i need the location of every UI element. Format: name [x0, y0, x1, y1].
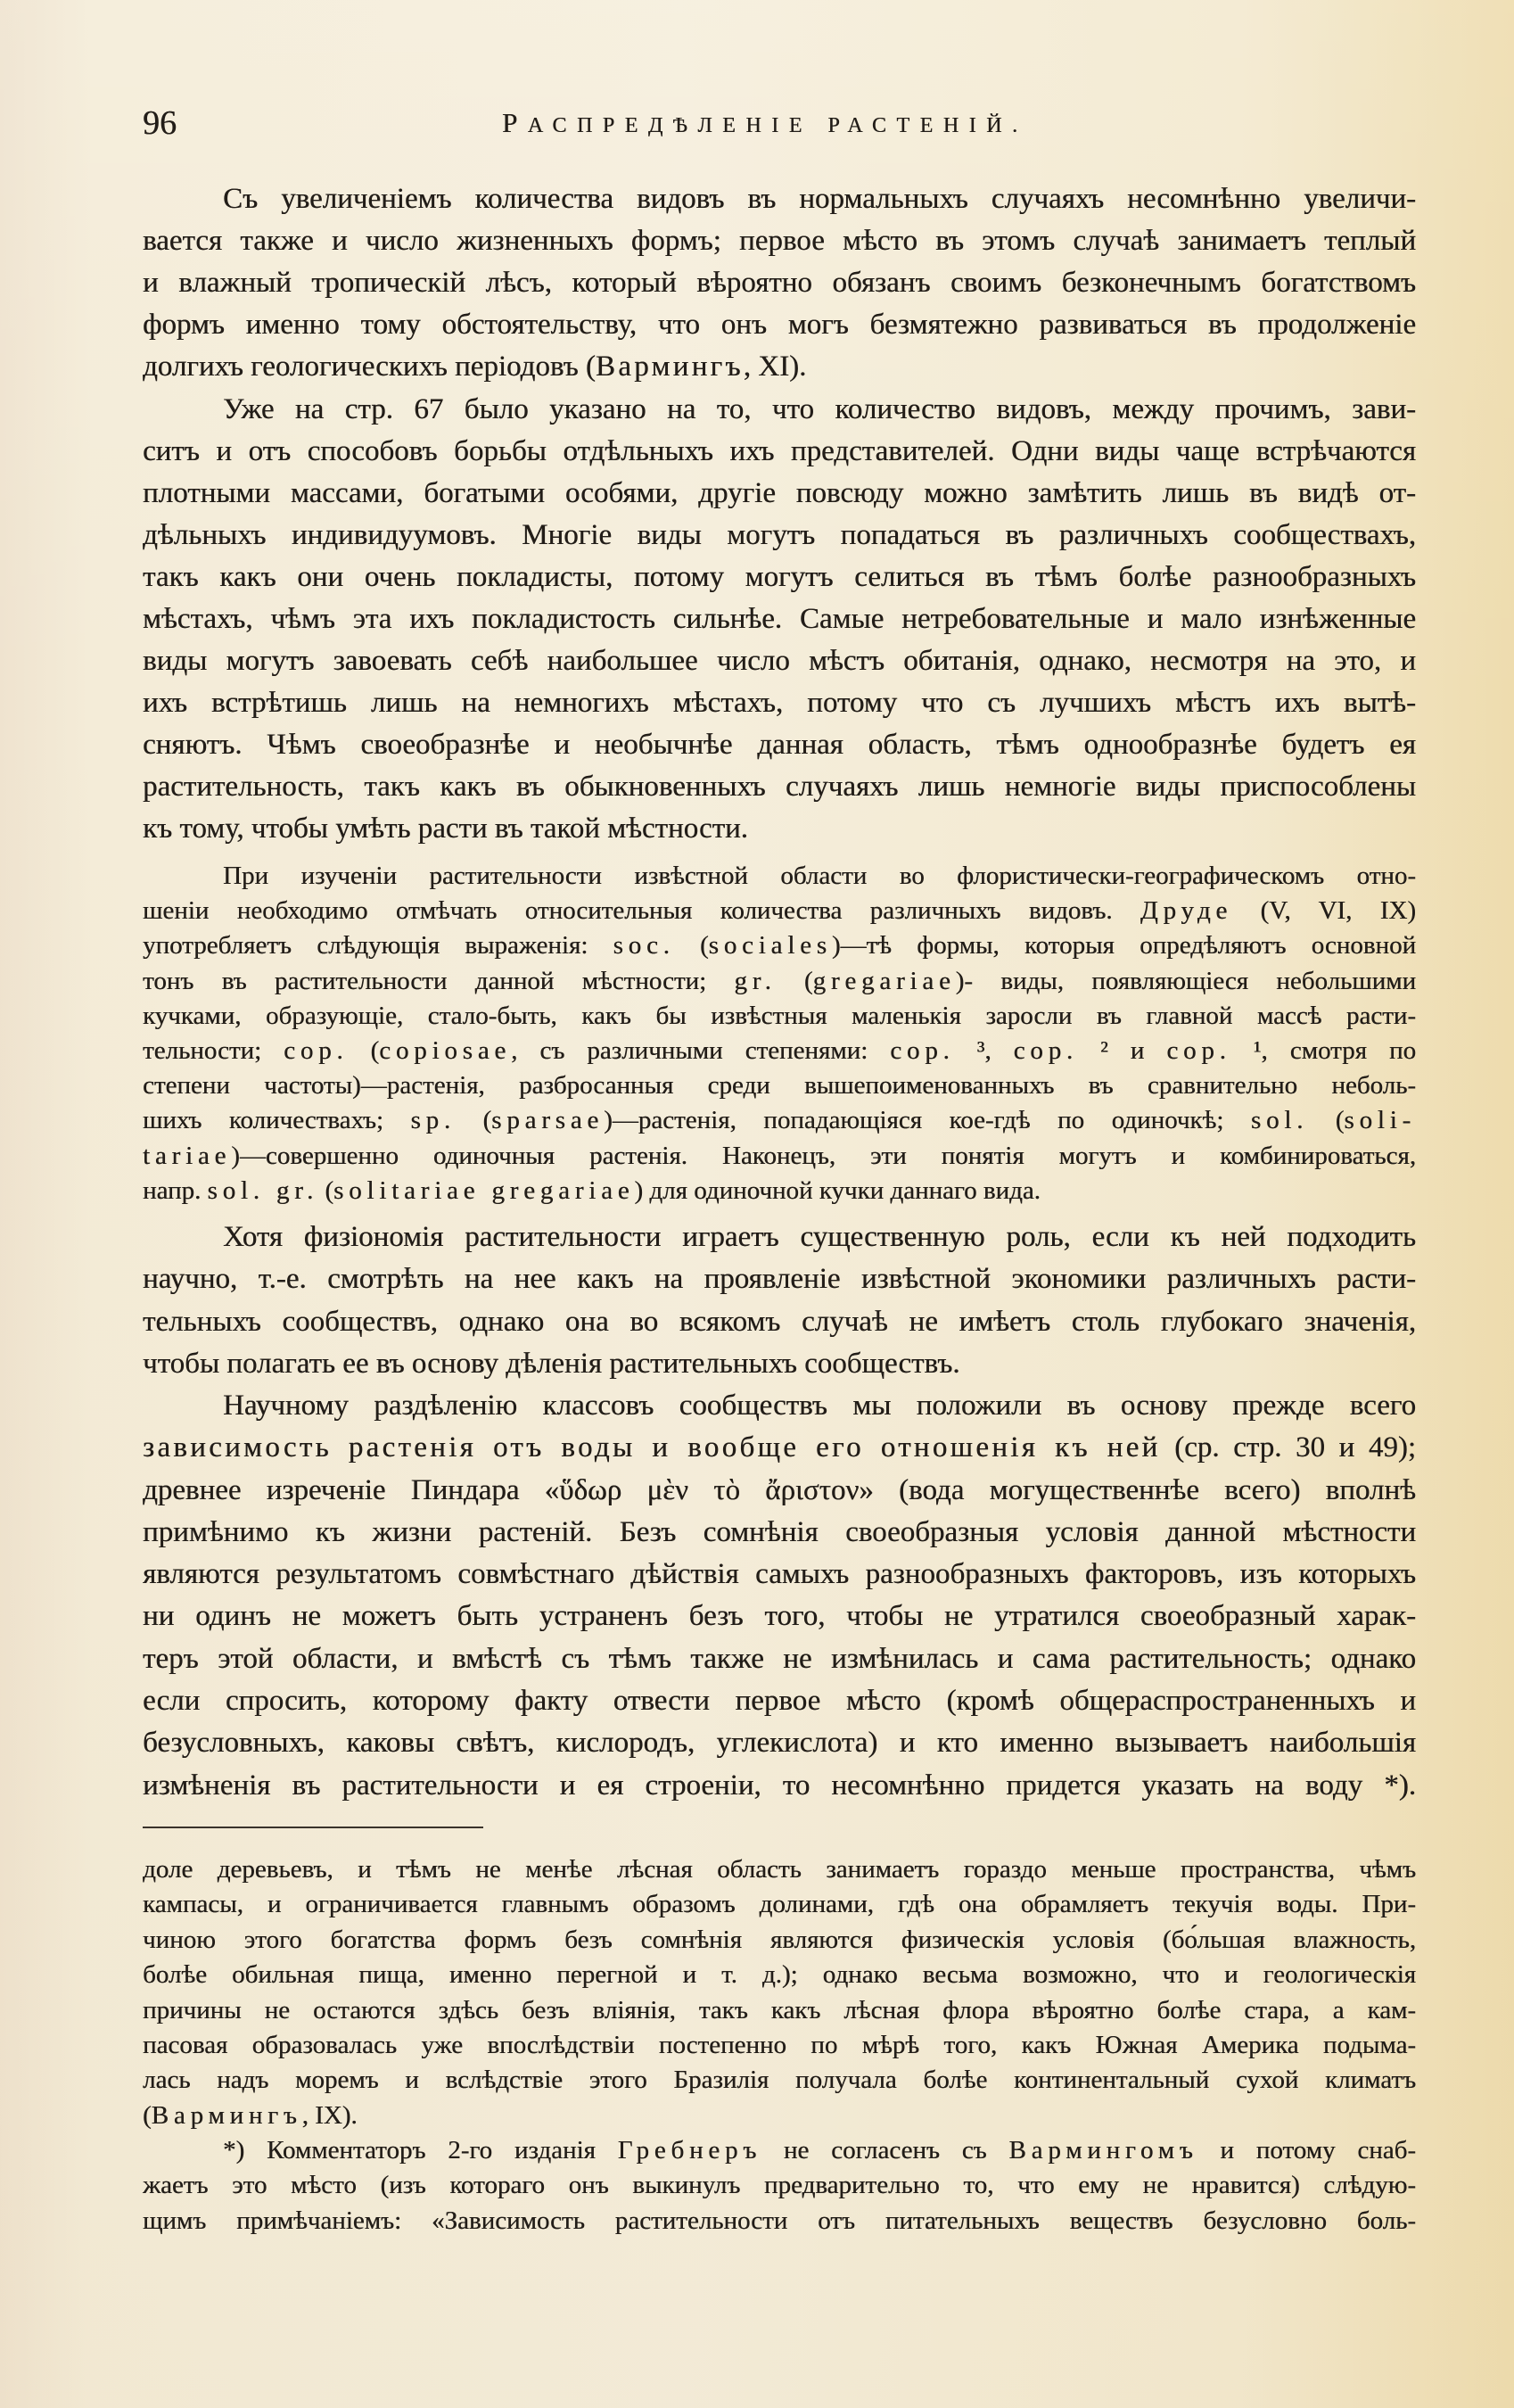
text-line [143, 894, 1416, 928]
text-line [143, 2099, 1416, 2133]
spaced-text-run: gregariae [812, 966, 956, 995]
footnote-continued [143, 1852, 1416, 2133]
text-run: сняютъ. Чѣмъ своеобразнѣе и необычнѣе данная область, тѣмъ однообразнѣе будетъ ея [143, 729, 1416, 762]
text-run: напр. [143, 1175, 208, 1205]
text-line [143, 431, 1416, 473]
text-run: )—тѣ формы, которыя опредѣляютъ основной [831, 931, 1416, 961]
footnote [143, 2133, 1416, 2239]
text-run: растительность, такъ какъ въ обыкновенныхъ случаяхъ лишь немногіе виды приспособлены [143, 771, 1416, 804]
text-run: жаетъ это мѣсто (изъ котораго онъ выкинулъ предварительно то, что ему не нравится) слѣдую- [143, 2171, 1416, 2200]
text-run: если спросить, которому факту отвести первое мѣсто (кромѣ общераспространенныхъ и [143, 1685, 1416, 1718]
spaced-text-run: solitariae gregariae [333, 1175, 635, 1205]
body-paragraph [143, 1385, 1416, 1807]
text-run: ( [1308, 1106, 1345, 1135]
text-run: ( [674, 931, 709, 961]
text-line [143, 1385, 1416, 1427]
text-line [143, 1301, 1416, 1343]
text-line [143, 1343, 1416, 1385]
text-run: кучками, образующіе, стало-быть, какъ бы извѣстныя маленькія заросли въ главной массѣ расти- [143, 1001, 1416, 1030]
text-run: , съ различными степенями: [511, 1035, 891, 1065]
text-line [143, 1923, 1416, 1958]
text-line [143, 2204, 1416, 2239]
spaced-text-run: soli- [1344, 1106, 1416, 1135]
text-line [143, 724, 1416, 766]
text-run: дѣльныхъ индивидуумовъ. Многіе виды могутъ попадаться въ различныхъ сообществахъ, [143, 518, 1416, 551]
text-line [143, 1068, 1416, 1103]
text-line [143, 1680, 1416, 1722]
spaced-text-run: Вармингъ [595, 350, 744, 383]
text-line [143, 928, 1416, 963]
spaced-text-run: Вармингъ [151, 2100, 302, 2130]
text-run: Съ увеличеніемъ количества видовъ въ нормальныхъ случаяхъ несомнѣнно увеличи- [223, 183, 1416, 215]
text-line [143, 598, 1416, 640]
text-line [143, 473, 1416, 515]
text-line [143, 1722, 1416, 1764]
text-run: щимъ примѣчаніемъ: «Зависимость растительности отъ питательныхъ веществъ безусловно боль- [143, 2206, 1416, 2235]
text-line [143, 1258, 1416, 1300]
text-run: шихъ количествахъ; [143, 1106, 411, 1135]
spaced-text-run: cop. [284, 1035, 349, 1065]
spaced-text-run: tariae [143, 1141, 232, 1170]
text-run: тельности; [143, 1035, 284, 1065]
text-line [143, 2063, 1416, 2098]
text-run: чиною этого богатства формъ безъ сомнѣнія являются физическія условія (бо́льшая влажность, [143, 1925, 1416, 1954]
text-line [143, 1958, 1416, 1992]
body-paragraph [143, 1216, 1416, 1385]
text-run: ³, [954, 1035, 1014, 1065]
text-run: ( [348, 1035, 380, 1065]
text-run: причины не остаются здѣсь безъ вліянія, такъ какъ лѣсная флора вѣроятно болѣе стара, а кам- [143, 1995, 1416, 2025]
text-run: научно, т.-е. смотрѣть на нее какъ на проявленіе извѣстной экономики различныхъ расти- [143, 1263, 1416, 1296]
text-run: , IX). [301, 2100, 358, 2130]
text-line [143, 2168, 1416, 2203]
text-line [143, 220, 1416, 262]
text-run: )—совершенно одиночныя растенія. Наконецъ, эти понятія могутъ и комбинироваться, [231, 1141, 1416, 1170]
text-line [143, 1512, 1416, 1554]
text-run: формъ именно тому обстоятельству, что онъ могъ безмятежно развиваться въ продолженіе [143, 309, 1416, 342]
text-run: ( [143, 2100, 152, 2130]
running-title: РАСПРЕДѢЛЕНІЕ РАСТЕНІЙ. [502, 107, 1028, 138]
text-run: долгихъ геологическихъ періодовъ ( [143, 350, 596, 383]
text-line [143, 1638, 1416, 1680]
text-run: измѣненія въ растительности и ея строеніи, то несомнѣнно придется указать на воду *). [143, 1769, 1416, 1802]
text-line [143, 346, 1416, 388]
text-run: ( [455, 1106, 492, 1135]
text-line [143, 1554, 1416, 1596]
text-run: болѣе обильная пища, именно перегной и т. д.); однако весьма возможно, что и геологическія [143, 1960, 1416, 1990]
footnote-separator-rule [143, 1827, 483, 1828]
text-run: и потому снаб- [1197, 2136, 1416, 2165]
text-line [143, 557, 1416, 598]
text-line [143, 1887, 1416, 1922]
text-run: чтобы полагать ее въ основу дѣленія растительныхъ сообществъ. [143, 1347, 960, 1380]
text-run: , XI). [743, 350, 807, 383]
text-line [143, 808, 1416, 850]
text-run: Хотя физіономія растительности играетъ существенную роль, если къ ней подходить [223, 1221, 1416, 1253]
spaced-text-run: sol. [1250, 1106, 1309, 1135]
text-run: тонъ въ растительности данной мѣстности; [143, 966, 735, 995]
text-run: являются результатомъ совмѣстнаго дѣйствія самыхъ разнообразныхъ факторовъ, изъ которыхъ [143, 1558, 1416, 1591]
text-run: (V, VI, IX) [1232, 896, 1416, 926]
text-run: Научному раздѣленію классовъ сообществъ мы положили въ основу прежде всего [223, 1390, 1416, 1422]
text-line [143, 389, 1416, 431]
text-run: (ср. стр. 30 и 49); [1160, 1431, 1416, 1464]
text-run: виды могутъ завоевать себѣ наибольшее число мѣстъ обитанія, однако, несмотря на это, и [143, 645, 1416, 678]
text-run: )- виды, появляющіеся небольшими [955, 966, 1416, 995]
spaced-text-run: cop. [1166, 1035, 1231, 1065]
text-run: степени частоты)—растенія, разбросанныя среди вышепоименованныхъ въ сравнительно неболь- [143, 1071, 1416, 1101]
text-run: теръ этой области, и вмѣстѣ съ тѣмъ также не измѣнилась и сама растительность; однако [143, 1642, 1416, 1675]
text-line [143, 1470, 1416, 1512]
text-line [143, 178, 1416, 220]
text-run: ситъ и отъ способовъ борьбы отдѣльныхъ ихъ представителей. Одни виды чаще встрѣчаются [143, 434, 1416, 467]
text-line [143, 964, 1416, 999]
body-paragraph [143, 389, 1416, 851]
text-line [143, 1174, 1416, 1208]
text-run: доле деревьевъ, и тѣмъ не менѣе лѣсная область занимаетъ гораздо меньше пространства, чѣмъ [143, 1855, 1416, 1884]
text-run: Уже на стр. 67 было указано на то, что количество видовъ, между прочимъ, зави- [223, 392, 1416, 425]
text-line [143, 682, 1416, 724]
text-line [143, 1034, 1416, 1068]
spaced-text-run: Гребнеръ [617, 2136, 762, 2165]
text-run: )—растенія, попадающіяся кое-гдѣ по одиночкѣ; [604, 1106, 1251, 1135]
text-run: примѣнимо къ жизни растеній. Безъ сомнѣнія своеобразныя условія данной мѣстности [143, 1515, 1416, 1548]
text-line [143, 304, 1416, 346]
spaced-text-run: gr. [734, 966, 777, 995]
spaced-text-run: soc. [613, 931, 675, 961]
spaced-text-run: зависимость растенія отъ воды и вообще его отношенія къ ней [143, 1431, 1161, 1464]
text-run: ( [776, 966, 813, 995]
spaced-text-run: Друде [1140, 896, 1233, 926]
spaced-text-run: sociales [708, 931, 832, 961]
text-run: вается также и число жизненныхъ формъ; первое мѣсто въ этомъ случаѣ занимаетъ теплый [143, 225, 1416, 258]
text-line [143, 1596, 1416, 1637]
text-run: древнее изреченіе Пиндара «ὕδωρ μὲν τὸ ἄριστον» (вода могущественнѣе всего) вполнѣ [143, 1473, 1416, 1506]
text-line [143, 1103, 1416, 1138]
text-line [143, 1852, 1416, 1887]
text-run: тельныхъ сообществъ, однако она во всякомъ случаѣ не имѣетъ столь глубокаго значенія, [143, 1305, 1416, 1338]
text-run: шеніи необходимо отмѣчать относительныя количества различныхъ видовъ. [143, 896, 1140, 926]
running-head [143, 102, 1416, 144]
text-run: кампасы, и ограничивается главнымъ образомъ долинами, гдѣ она обрамляетъ текучія воды. При- [143, 1890, 1416, 1919]
spaced-text-run: sol. gr. [207, 1175, 319, 1205]
text-run: ² и [1077, 1035, 1167, 1065]
spaced-text-run: cop. [890, 1035, 955, 1065]
text-run: ихъ встрѣтишь лишь на немногихъ мѣстахъ, потому что съ лучшихъ мѣстъ ихъ вытѣ- [143, 687, 1416, 720]
text-run: и влажный тропическій лѣсъ, который вѣроятно обязанъ своимъ безконечнымъ богатствомъ [143, 267, 1416, 300]
text-run: ¹, смотря по [1230, 1035, 1416, 1065]
text-line [143, 2028, 1416, 2063]
text-line [143, 766, 1416, 808]
body-paragraph [143, 178, 1416, 388]
text-line [143, 1765, 1416, 1807]
text-run: мѣстахъ, чѣмъ эта ихъ покладистость сильнѣе. Самые нетребовательные и мало изнѣженные [143, 602, 1416, 635]
text-run: *) Комментаторъ 2-го изданія [223, 2136, 618, 2165]
text-run: ( [318, 1175, 334, 1205]
small-print-note [143, 859, 1416, 1208]
text-line [143, 640, 1416, 682]
text-line [143, 859, 1416, 894]
text-run: лась надъ моремъ и вслѣдствіе этого Бразилія получала болѣе континентальный сухой климатъ [143, 2066, 1416, 2095]
spaced-text-run: Вармингомъ [1008, 2136, 1198, 2165]
text-run: ни одинъ не можетъ быть устраненъ безъ того, чтобы не утратился своеобразный харак- [143, 1600, 1416, 1633]
text-line [143, 1216, 1416, 1258]
text-run: употребляетъ слѣдующія выраженія: [143, 931, 613, 961]
text-run: не согласенъ съ [761, 2136, 1009, 2165]
text-run: пасовая образовалась уже впослѣдствіи постепенно по мѣрѣ того, какъ Южная Америка подыма- [143, 2030, 1416, 2059]
text-line [143, 999, 1416, 1034]
text-line [143, 2133, 1416, 2168]
spaced-text-run: copiosae [379, 1035, 512, 1065]
text-line [143, 1427, 1416, 1469]
spaced-text-run: sp. [410, 1106, 456, 1135]
text-run: плотными массами, богатыми особями, другіе повсюду можно замѣтить лишь въ видѣ от- [143, 476, 1416, 509]
text-run: безусловныхъ, каковы свѣтъ, кислородъ, углекислота) и кто именно вызываетъ наибольшія [143, 1727, 1416, 1760]
spaced-text-run: sparsae [491, 1106, 605, 1135]
text-line [143, 1993, 1416, 2028]
text-line [143, 1139, 1416, 1174]
spaced-text-run: cop. [1013, 1035, 1078, 1065]
text-run: къ тому, чтобы умѣть расти въ такой мѣстности. [143, 812, 748, 845]
text-run: При изученіи растительности извѣстной области во флористически-географическомъ отно- [223, 862, 1416, 890]
page-number: 96 [143, 104, 177, 142]
text-run: такъ какъ они очень покладисты, потому могутъ селиться въ тѣмъ болѣе разнообразныхъ [143, 560, 1416, 593]
text-line [143, 262, 1416, 304]
text-line [143, 515, 1416, 557]
text-run: ) для одиночной кучки даннаго вида. [634, 1175, 1041, 1205]
